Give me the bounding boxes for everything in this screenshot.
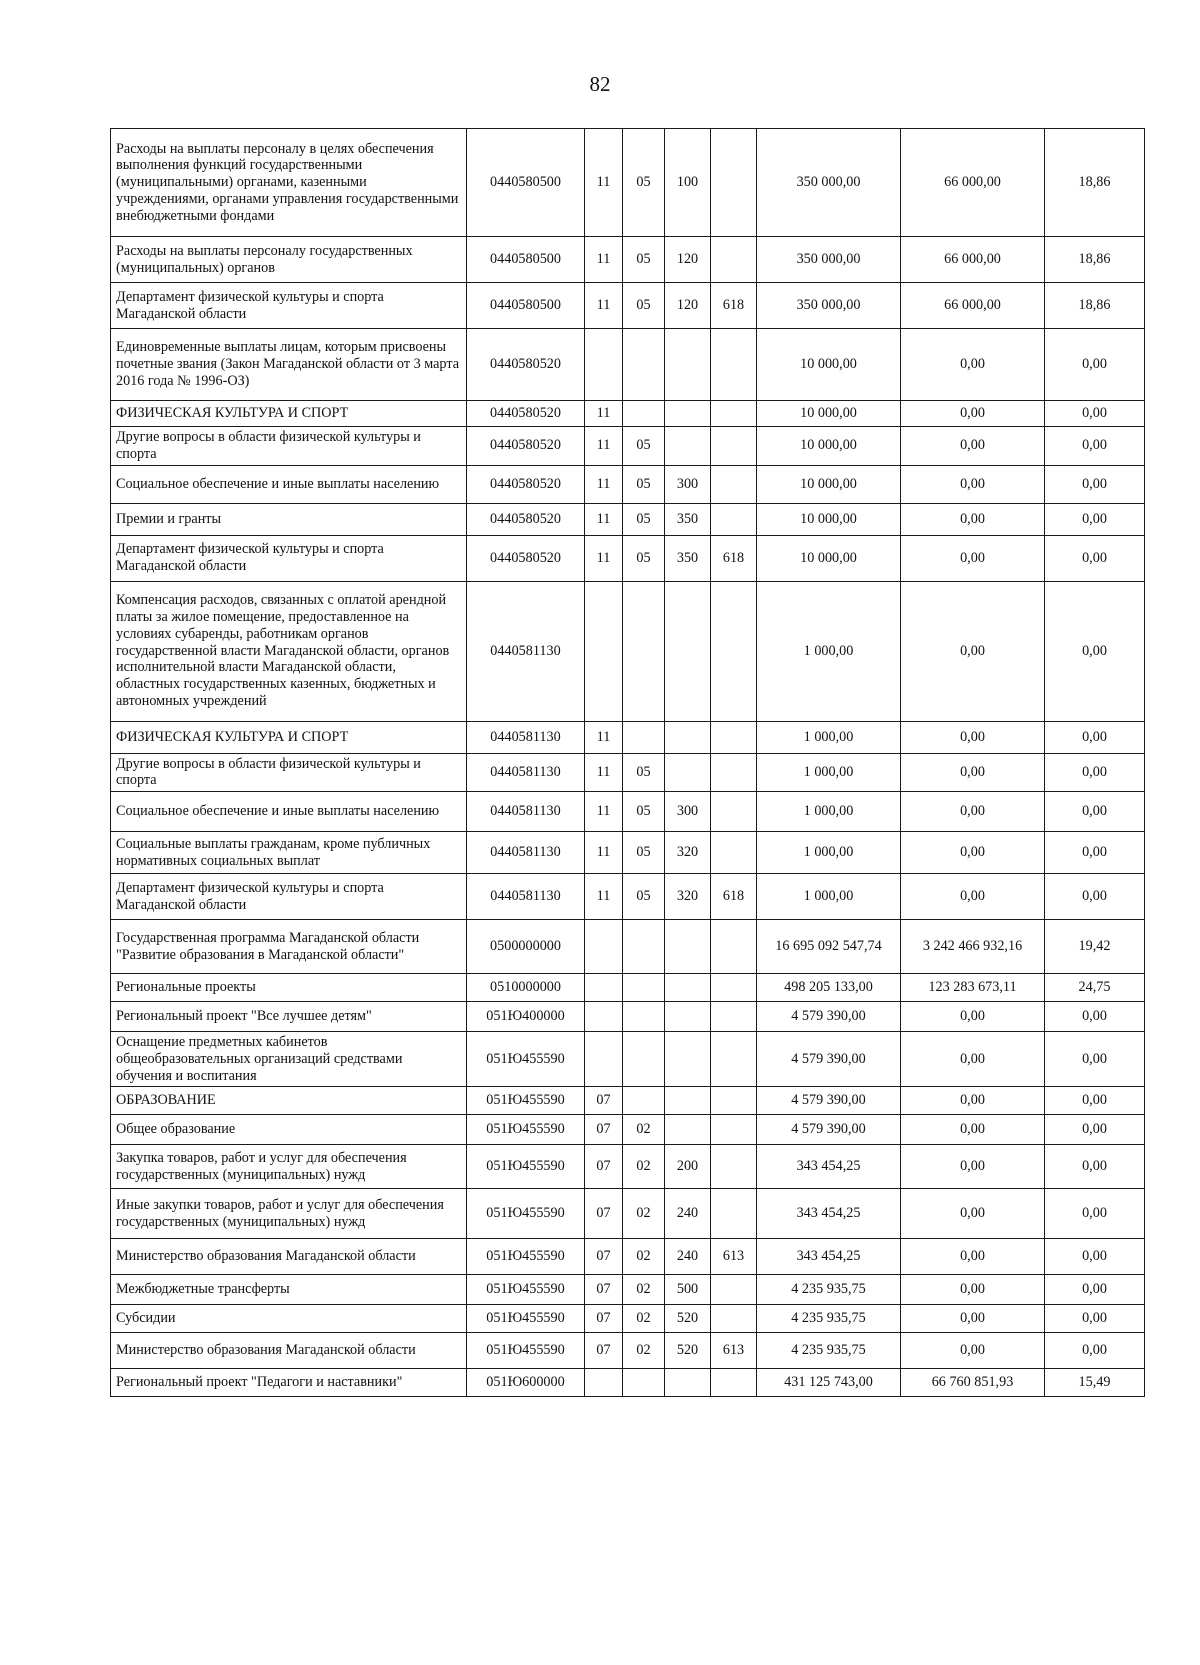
cell-target-code: 051Ю455590 <box>467 1189 585 1239</box>
cell-administrator <box>711 1002 757 1032</box>
cell-expense-type <box>665 401 711 427</box>
table-row <box>111 1145 1145 1189</box>
cell-subsection: 05 <box>623 465 665 503</box>
cell-administrator <box>711 237 757 283</box>
cell-execution-percent: 0,00 <box>1045 832 1145 874</box>
cell-name: Общее образование <box>111 1115 467 1145</box>
cell-subsection: 02 <box>623 1239 665 1275</box>
cell-target-code: 0440580500 <box>467 283 585 329</box>
cell-target-code: 0440580520 <box>467 329 585 401</box>
cell-execution-percent: 0,00 <box>1045 1275 1145 1305</box>
cell-target-code: 0440581130 <box>467 581 585 721</box>
table-row <box>111 832 1145 874</box>
cell-expense-type <box>665 974 711 1002</box>
page-number: 82 <box>589 72 611 96</box>
cell-expense-type: 120 <box>665 237 711 283</box>
cell-name: Субсидии <box>111 1305 467 1333</box>
cell-target-code: 0440581130 <box>467 792 585 832</box>
cell-name: Другие вопросы в области физической культуры и спорта <box>111 427 467 466</box>
cell-administrator <box>711 503 757 535</box>
cell-name: Единовременные выплаты лицам, которым присвоены почетные звания (Закон Магаданской области от 3 марта 2016 года № 1996-ОЗ) <box>111 329 467 401</box>
cell-executed-amount: 66 000,00 <box>901 237 1045 283</box>
cell-approved-amount: 343 454,25 <box>757 1189 901 1239</box>
cell-approved-amount: 431 125 743,00 <box>757 1369 901 1397</box>
cell-execution-percent: 0,00 <box>1045 1115 1145 1145</box>
cell-executed-amount: 0,00 <box>901 721 1045 753</box>
cell-expense-type <box>665 1032 711 1087</box>
cell-executed-amount: 0,00 <box>901 1239 1045 1275</box>
cell-target-code: 0440580500 <box>467 129 585 237</box>
cell-target-code: 051Ю455590 <box>467 1145 585 1189</box>
cell-approved-amount: 343 454,25 <box>757 1145 901 1189</box>
cell-name: Региональный проект "Все лучшее детям" <box>111 1002 467 1032</box>
cell-executed-amount: 0,00 <box>901 503 1045 535</box>
cell-subsection: 02 <box>623 1305 665 1333</box>
cell-expense-type <box>665 329 711 401</box>
cell-subsection: 02 <box>623 1115 665 1145</box>
cell-approved-amount: 10 000,00 <box>757 401 901 427</box>
cell-approved-amount: 1 000,00 <box>757 721 901 753</box>
cell-expense-type <box>665 721 711 753</box>
cell-execution-percent: 0,00 <box>1045 1002 1145 1032</box>
cell-execution-percent: 0,00 <box>1045 1145 1145 1189</box>
table-row <box>111 535 1145 581</box>
cell-expense-type: 500 <box>665 1275 711 1305</box>
cell-subsection: 05 <box>623 129 665 237</box>
cell-approved-amount: 4 579 390,00 <box>757 1115 901 1145</box>
cell-approved-amount: 350 000,00 <box>757 237 901 283</box>
cell-subsection <box>623 920 665 974</box>
cell-subsection: 02 <box>623 1333 665 1369</box>
table-row <box>111 1239 1145 1275</box>
cell-execution-percent: 18,86 <box>1045 283 1145 329</box>
cell-section: 07 <box>585 1333 623 1369</box>
cell-section: 07 <box>585 1275 623 1305</box>
table-row <box>111 920 1145 974</box>
cell-administrator: 618 <box>711 874 757 920</box>
cell-target-code: 0440580520 <box>467 427 585 466</box>
cell-name: ФИЗИЧЕСКАЯ КУЛЬТУРА И СПОРТ <box>111 721 467 753</box>
cell-administrator <box>711 1369 757 1397</box>
budget-table-body <box>111 129 1145 1397</box>
cell-expense-type: 300 <box>665 465 711 503</box>
cell-execution-percent: 0,00 <box>1045 874 1145 920</box>
cell-name: Региональный проект "Педагоги и наставники" <box>111 1369 467 1397</box>
cell-administrator: 618 <box>711 535 757 581</box>
cell-executed-amount: 0,00 <box>901 535 1045 581</box>
cell-administrator <box>711 1087 757 1115</box>
cell-subsection: 05 <box>623 535 665 581</box>
cell-target-code: 051Ю455590 <box>467 1115 585 1145</box>
cell-execution-percent: 19,42 <box>1045 920 1145 974</box>
cell-expense-type <box>665 427 711 466</box>
cell-target-code: 051Ю455590 <box>467 1333 585 1369</box>
cell-section <box>585 974 623 1002</box>
cell-target-code: 0440580500 <box>467 237 585 283</box>
cell-execution-percent: 0,00 <box>1045 535 1145 581</box>
cell-approved-amount: 10 000,00 <box>757 503 901 535</box>
cell-target-code: 051Ю455590 <box>467 1275 585 1305</box>
cell-executed-amount: 66 760 851,93 <box>901 1369 1045 1397</box>
cell-approved-amount: 498 205 133,00 <box>757 974 901 1002</box>
cell-expense-type: 100 <box>665 129 711 237</box>
cell-expense-type: 520 <box>665 1333 711 1369</box>
cell-name: ФИЗИЧЕСКАЯ КУЛЬТУРА И СПОРТ <box>111 401 467 427</box>
table-row <box>111 581 1145 721</box>
cell-approved-amount: 1 000,00 <box>757 753 901 792</box>
cell-executed-amount: 0,00 <box>901 1032 1045 1087</box>
table-row <box>111 1275 1145 1305</box>
cell-approved-amount: 10 000,00 <box>757 535 901 581</box>
cell-target-code: 051Ю600000 <box>467 1369 585 1397</box>
table-row <box>111 129 1145 237</box>
table-row <box>111 1115 1145 1145</box>
cell-section: 11 <box>585 427 623 466</box>
cell-executed-amount: 0,00 <box>901 401 1045 427</box>
cell-section: 11 <box>585 237 623 283</box>
cell-administrator <box>711 1032 757 1087</box>
cell-target-code: 051Ю455590 <box>467 1087 585 1115</box>
cell-approved-amount: 343 454,25 <box>757 1239 901 1275</box>
cell-name: Компенсация расходов, связанных с оплатой арендной платы за жилое помещение, предоставленное на условиях субаренды, работникам органов государственной власти Магаданской области, органов исполнительной власти Магаданской области, областных государственных казенных, бюджетных и автономных учреждений <box>111 581 467 721</box>
cell-execution-percent: 0,00 <box>1045 581 1145 721</box>
cell-section: 07 <box>585 1239 623 1275</box>
cell-target-code: 0440580520 <box>467 503 585 535</box>
table-row <box>111 503 1145 535</box>
cell-execution-percent: 0,00 <box>1045 1087 1145 1115</box>
budget-table <box>110 128 1145 1397</box>
cell-section: 07 <box>585 1305 623 1333</box>
cell-name: Расходы на выплаты персоналу государственных (муниципальных) органов <box>111 237 467 283</box>
cell-administrator: 618 <box>711 283 757 329</box>
cell-subsection: 05 <box>623 503 665 535</box>
cell-executed-amount: 123 283 673,11 <box>901 974 1045 1002</box>
cell-execution-percent: 0,00 <box>1045 1189 1145 1239</box>
cell-name: Закупка товаров, работ и услуг для обеспечения государственных (муниципальных) нужд <box>111 1145 467 1189</box>
cell-section: 11 <box>585 503 623 535</box>
cell-administrator <box>711 1115 757 1145</box>
cell-approved-amount: 1 000,00 <box>757 832 901 874</box>
cell-execution-percent: 0,00 <box>1045 1032 1145 1087</box>
table-row <box>111 1369 1145 1397</box>
table-row <box>111 1087 1145 1115</box>
cell-section: 07 <box>585 1115 623 1145</box>
cell-executed-amount: 66 000,00 <box>901 283 1045 329</box>
cell-execution-percent: 0,00 <box>1045 721 1145 753</box>
cell-name: Социальное обеспечение и иные выплаты населению <box>111 465 467 503</box>
cell-administrator <box>711 1189 757 1239</box>
cell-section <box>585 1002 623 1032</box>
cell-subsection: 05 <box>623 283 665 329</box>
cell-administrator <box>711 920 757 974</box>
cell-approved-amount: 4 235 935,75 <box>757 1305 901 1333</box>
cell-section: 11 <box>585 874 623 920</box>
cell-target-code: 051Ю455590 <box>467 1305 585 1333</box>
cell-approved-amount: 10 000,00 <box>757 329 901 401</box>
cell-subsection: 05 <box>623 792 665 832</box>
cell-executed-amount: 0,00 <box>901 1145 1045 1189</box>
cell-expense-type <box>665 1002 711 1032</box>
cell-approved-amount: 10 000,00 <box>757 427 901 466</box>
cell-administrator <box>711 721 757 753</box>
cell-subsection <box>623 581 665 721</box>
table-row <box>111 237 1145 283</box>
cell-subsection: 02 <box>623 1275 665 1305</box>
cell-expense-type <box>665 753 711 792</box>
cell-name: Межбюджетные трансферты <box>111 1275 467 1305</box>
cell-section: 11 <box>585 129 623 237</box>
cell-administrator <box>711 792 757 832</box>
cell-subsection <box>623 1002 665 1032</box>
cell-expense-type <box>665 581 711 721</box>
cell-name: Департамент физической культуры и спорта Магаданской области <box>111 535 467 581</box>
cell-subsection: 05 <box>623 874 665 920</box>
cell-subsection <box>623 721 665 753</box>
cell-executed-amount: 0,00 <box>901 874 1045 920</box>
cell-subsection <box>623 1087 665 1115</box>
cell-execution-percent: 0,00 <box>1045 1305 1145 1333</box>
cell-name: Социальные выплаты гражданам, кроме публичных нормативных социальных выплат <box>111 832 467 874</box>
cell-execution-percent: 0,00 <box>1045 792 1145 832</box>
cell-target-code: 0440580520 <box>467 401 585 427</box>
cell-execution-percent: 0,00 <box>1045 503 1145 535</box>
cell-expense-type: 120 <box>665 283 711 329</box>
cell-subsection: 02 <box>623 1189 665 1239</box>
cell-expense-type <box>665 1369 711 1397</box>
cell-execution-percent: 0,00 <box>1045 329 1145 401</box>
cell-executed-amount: 3 242 466 932,16 <box>901 920 1045 974</box>
cell-administrator <box>711 753 757 792</box>
cell-section: 11 <box>585 721 623 753</box>
cell-administrator <box>711 581 757 721</box>
cell-name: Министерство образования Магаданской области <box>111 1333 467 1369</box>
cell-subsection <box>623 329 665 401</box>
cell-approved-amount: 16 695 092 547,74 <box>757 920 901 974</box>
cell-execution-percent: 0,00 <box>1045 465 1145 503</box>
cell-subsection <box>623 1032 665 1087</box>
cell-executed-amount: 0,00 <box>901 1333 1045 1369</box>
cell-expense-type: 240 <box>665 1239 711 1275</box>
cell-target-code: 0440580520 <box>467 535 585 581</box>
cell-subsection <box>623 1369 665 1397</box>
cell-section: 07 <box>585 1145 623 1189</box>
cell-target-code: 0440581130 <box>467 874 585 920</box>
cell-target-code: 0510000000 <box>467 974 585 1002</box>
cell-section: 07 <box>585 1087 623 1115</box>
table-row <box>111 465 1145 503</box>
cell-approved-amount: 1 000,00 <box>757 792 901 832</box>
cell-approved-amount: 4 235 935,75 <box>757 1275 901 1305</box>
cell-execution-percent: 0,00 <box>1045 1239 1145 1275</box>
cell-executed-amount: 0,00 <box>901 1115 1045 1145</box>
cell-executed-amount: 0,00 <box>901 1275 1045 1305</box>
table-row <box>111 1305 1145 1333</box>
cell-expense-type: 200 <box>665 1145 711 1189</box>
cell-section: 11 <box>585 832 623 874</box>
cell-expense-type <box>665 1115 711 1145</box>
cell-section: 11 <box>585 465 623 503</box>
cell-name: Расходы на выплаты персоналу в целях обеспечения выполнения функций государственными (муниципальными) органами, казенными учреждениями, органами управления государственными внебюджетными фондами <box>111 129 467 237</box>
cell-section <box>585 329 623 401</box>
cell-administrator <box>711 1275 757 1305</box>
cell-section: 11 <box>585 535 623 581</box>
cell-execution-percent: 0,00 <box>1045 1333 1145 1369</box>
table-row <box>111 721 1145 753</box>
table-row <box>111 1032 1145 1087</box>
cell-name: Региональные проекты <box>111 974 467 1002</box>
cell-expense-type <box>665 1087 711 1115</box>
cell-executed-amount: 0,00 <box>901 465 1045 503</box>
cell-subsection: 02 <box>623 1145 665 1189</box>
cell-name: Государственная программа Магаданской области "Развитие образования в Магаданской области" <box>111 920 467 974</box>
cell-administrator <box>711 427 757 466</box>
table-row <box>111 401 1145 427</box>
cell-subsection <box>623 401 665 427</box>
cell-execution-percent: 24,75 <box>1045 974 1145 1002</box>
cell-target-code: 051Ю455590 <box>467 1239 585 1275</box>
cell-name: ОБРАЗОВАНИЕ <box>111 1087 467 1115</box>
cell-approved-amount: 4 235 935,75 <box>757 1333 901 1369</box>
cell-approved-amount: 4 579 390,00 <box>757 1087 901 1115</box>
cell-approved-amount: 4 579 390,00 <box>757 1032 901 1087</box>
cell-subsection <box>623 974 665 1002</box>
cell-name: Департамент физической культуры и спорта Магаданской области <box>111 283 467 329</box>
cell-execution-percent: 18,86 <box>1045 129 1145 237</box>
cell-name: Министерство образования Магаданской области <box>111 1239 467 1275</box>
cell-section: 11 <box>585 401 623 427</box>
cell-administrator: 613 <box>711 1239 757 1275</box>
cell-subsection: 05 <box>623 832 665 874</box>
cell-executed-amount: 66 000,00 <box>901 129 1045 237</box>
cell-administrator <box>711 1145 757 1189</box>
table-row <box>111 1002 1145 1032</box>
cell-section <box>585 1369 623 1397</box>
cell-section <box>585 920 623 974</box>
cell-target-code: 0500000000 <box>467 920 585 974</box>
cell-name: Департамент физической культуры и спорта Магаданской области <box>111 874 467 920</box>
cell-administrator <box>711 329 757 401</box>
cell-approved-amount: 10 000,00 <box>757 465 901 503</box>
cell-executed-amount: 0,00 <box>901 792 1045 832</box>
cell-administrator <box>711 1305 757 1333</box>
cell-subsection: 05 <box>623 237 665 283</box>
cell-section <box>585 581 623 721</box>
cell-executed-amount: 0,00 <box>901 427 1045 466</box>
cell-executed-amount: 0,00 <box>901 329 1045 401</box>
cell-executed-amount: 0,00 <box>901 1305 1045 1333</box>
table-row <box>111 1333 1145 1369</box>
cell-expense-type: 350 <box>665 535 711 581</box>
table-row <box>111 874 1145 920</box>
cell-execution-percent: 0,00 <box>1045 401 1145 427</box>
cell-administrator <box>711 129 757 237</box>
cell-name: Иные закупки товаров, работ и услуг для обеспечения государственных (муниципальных) нужд <box>111 1189 467 1239</box>
cell-target-code: 051Ю455590 <box>467 1032 585 1087</box>
cell-administrator <box>711 401 757 427</box>
cell-execution-percent: 15,49 <box>1045 1369 1145 1397</box>
table-row <box>111 753 1145 792</box>
cell-executed-amount: 0,00 <box>901 581 1045 721</box>
cell-approved-amount: 1 000,00 <box>757 874 901 920</box>
cell-expense-type: 320 <box>665 874 711 920</box>
cell-target-code: 0440581130 <box>467 721 585 753</box>
cell-section: 07 <box>585 1189 623 1239</box>
cell-expense-type: 520 <box>665 1305 711 1333</box>
cell-expense-type <box>665 920 711 974</box>
cell-approved-amount: 4 579 390,00 <box>757 1002 901 1032</box>
cell-expense-type: 240 <box>665 1189 711 1239</box>
cell-section: 11 <box>585 283 623 329</box>
cell-executed-amount: 0,00 <box>901 1087 1045 1115</box>
cell-name: Премии и гранты <box>111 503 467 535</box>
cell-name: Оснащение предметных кабинетов общеобразовательных организаций средствами обучения и воспитания <box>111 1032 467 1087</box>
table-row <box>111 974 1145 1002</box>
cell-executed-amount: 0,00 <box>901 832 1045 874</box>
cell-execution-percent: 0,00 <box>1045 753 1145 792</box>
cell-execution-percent: 18,86 <box>1045 237 1145 283</box>
cell-administrator: 613 <box>711 1333 757 1369</box>
cell-name: Другие вопросы в области физической культуры и спорта <box>111 753 467 792</box>
cell-subsection: 05 <box>623 753 665 792</box>
cell-section <box>585 1032 623 1087</box>
cell-target-code: 051Ю400000 <box>467 1002 585 1032</box>
cell-administrator <box>711 465 757 503</box>
cell-section: 11 <box>585 792 623 832</box>
table-row <box>111 283 1145 329</box>
cell-expense-type: 350 <box>665 503 711 535</box>
cell-target-code: 0440580520 <box>467 465 585 503</box>
cell-executed-amount: 0,00 <box>901 753 1045 792</box>
cell-executed-amount: 0,00 <box>901 1189 1045 1239</box>
table-row <box>111 329 1145 401</box>
cell-section: 11 <box>585 753 623 792</box>
cell-execution-percent: 0,00 <box>1045 427 1145 466</box>
table-row <box>111 427 1145 466</box>
cell-subsection: 05 <box>623 427 665 466</box>
cell-approved-amount: 350 000,00 <box>757 129 901 237</box>
cell-approved-amount: 350 000,00 <box>757 283 901 329</box>
cell-target-code: 0440581130 <box>467 753 585 792</box>
cell-target-code: 0440581130 <box>467 832 585 874</box>
cell-administrator <box>711 974 757 1002</box>
cell-administrator <box>711 832 757 874</box>
table-row <box>111 1189 1145 1239</box>
cell-approved-amount: 1 000,00 <box>757 581 901 721</box>
cell-name: Социальное обеспечение и иные выплаты населению <box>111 792 467 832</box>
table-row <box>111 792 1145 832</box>
cell-expense-type: 300 <box>665 792 711 832</box>
cell-expense-type: 320 <box>665 832 711 874</box>
cell-executed-amount: 0,00 <box>901 1002 1045 1032</box>
